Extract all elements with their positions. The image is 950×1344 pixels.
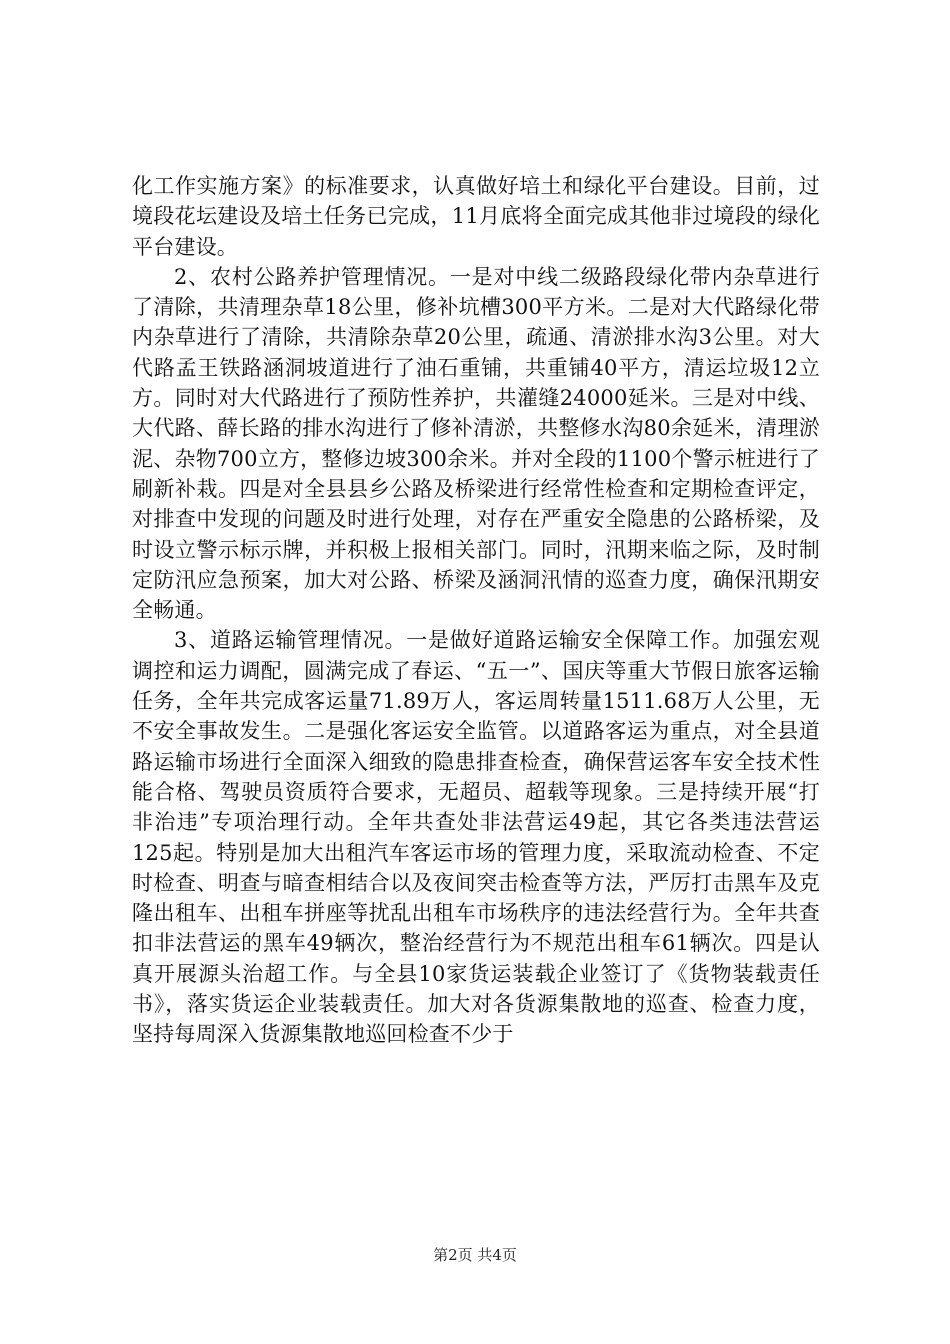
paragraph-rural-road-maintenance: 2、农村公路养护管理情况。一是对中线二级路段绿化带内杂草进行了清除，共清理杂草18公里，修补坑槽300平方米。二是对大代路绿化带内杂草进行了清除，共清除杂草20公里，疏通、清淤排水沟3公里。对大代路孟王铁路涵洞坡道进行了油石重铺，共重铺40平方，清运垃圾12立方。同时对大代路进行了预防性养护，共灌缝24000延米。三是对中线、大代路、薛长路的排水沟进行了修补清淤，共整修水沟80余延米，清理淤泥、杂物700立方，整修边坡300余米。并对全段的1100个警示桩进行了刷新补栽。四是对全县县乡公路及桥梁进行经常性检查和定期检查评定，对排查中发现的问题及时进行处理，对存在严重安全隐患的公路桥梁，及时设立警示标示牌，并积极上报相关部门。同时，汛期来临之际，及时制定防汛应急预案，加大对公路、桥梁及涵洞汛情的巡查力度，确保汛期安全畅通。 <box>132 264 820 623</box>
document-body <box>132 171 820 1050</box>
paragraph-continuation: 化工作实施方案》的标准要求，认真做好培土和绿化平台建设。目前，过境段花坛建设及培土任务已完成，11月底将全面完成其他非过境段的绿化平台建设。 <box>132 174 820 259</box>
page-footer: 第2页 共4页 <box>433 1246 517 1264</box>
paragraph-road-transport-management: 3、道路运输管理情况。一是做好道路运输安全保障工作。加强宏观调控和运力调配，圆满完成了春运、“五一”、国庆等重大节假日旅客运输任务，全年共完成客运量71.89万人，客运周转量1511.68万人公里，无不安全事故发生。二是强化客运安全监管。以道路客运为重点，对全县道路运输市场进行全面深入细致的隐患排查检查，确保营运客车安全技术性能合格、驾驶员资质符合要求，无超员、超载等现象。三是持续开展“打非治违”专项治理行动。全年共查处非法营运49起，其它各类违法营运125起。特别是加大出租汽车客运市场的管理力度，采取流动检查、不定时检查、明查与暗查相结合以及夜间突击检查等方法，严厉打击黑车及克隆出租车、出租车拼座等扰乱出租车市场秩序的违法经营行为。全年共查扣非法营运的黑车49辆次，整治经营行为不规范出租车61辆次。四是认真开展源头治超工作。与全县10家货运装载企业签订了《货物装载责任书》，落实货运企业装载责任。加大对各货源集散地的巡查、检查力度，坚持每周深入货源集散地巡回检查不少于 <box>132 628 820 1047</box>
